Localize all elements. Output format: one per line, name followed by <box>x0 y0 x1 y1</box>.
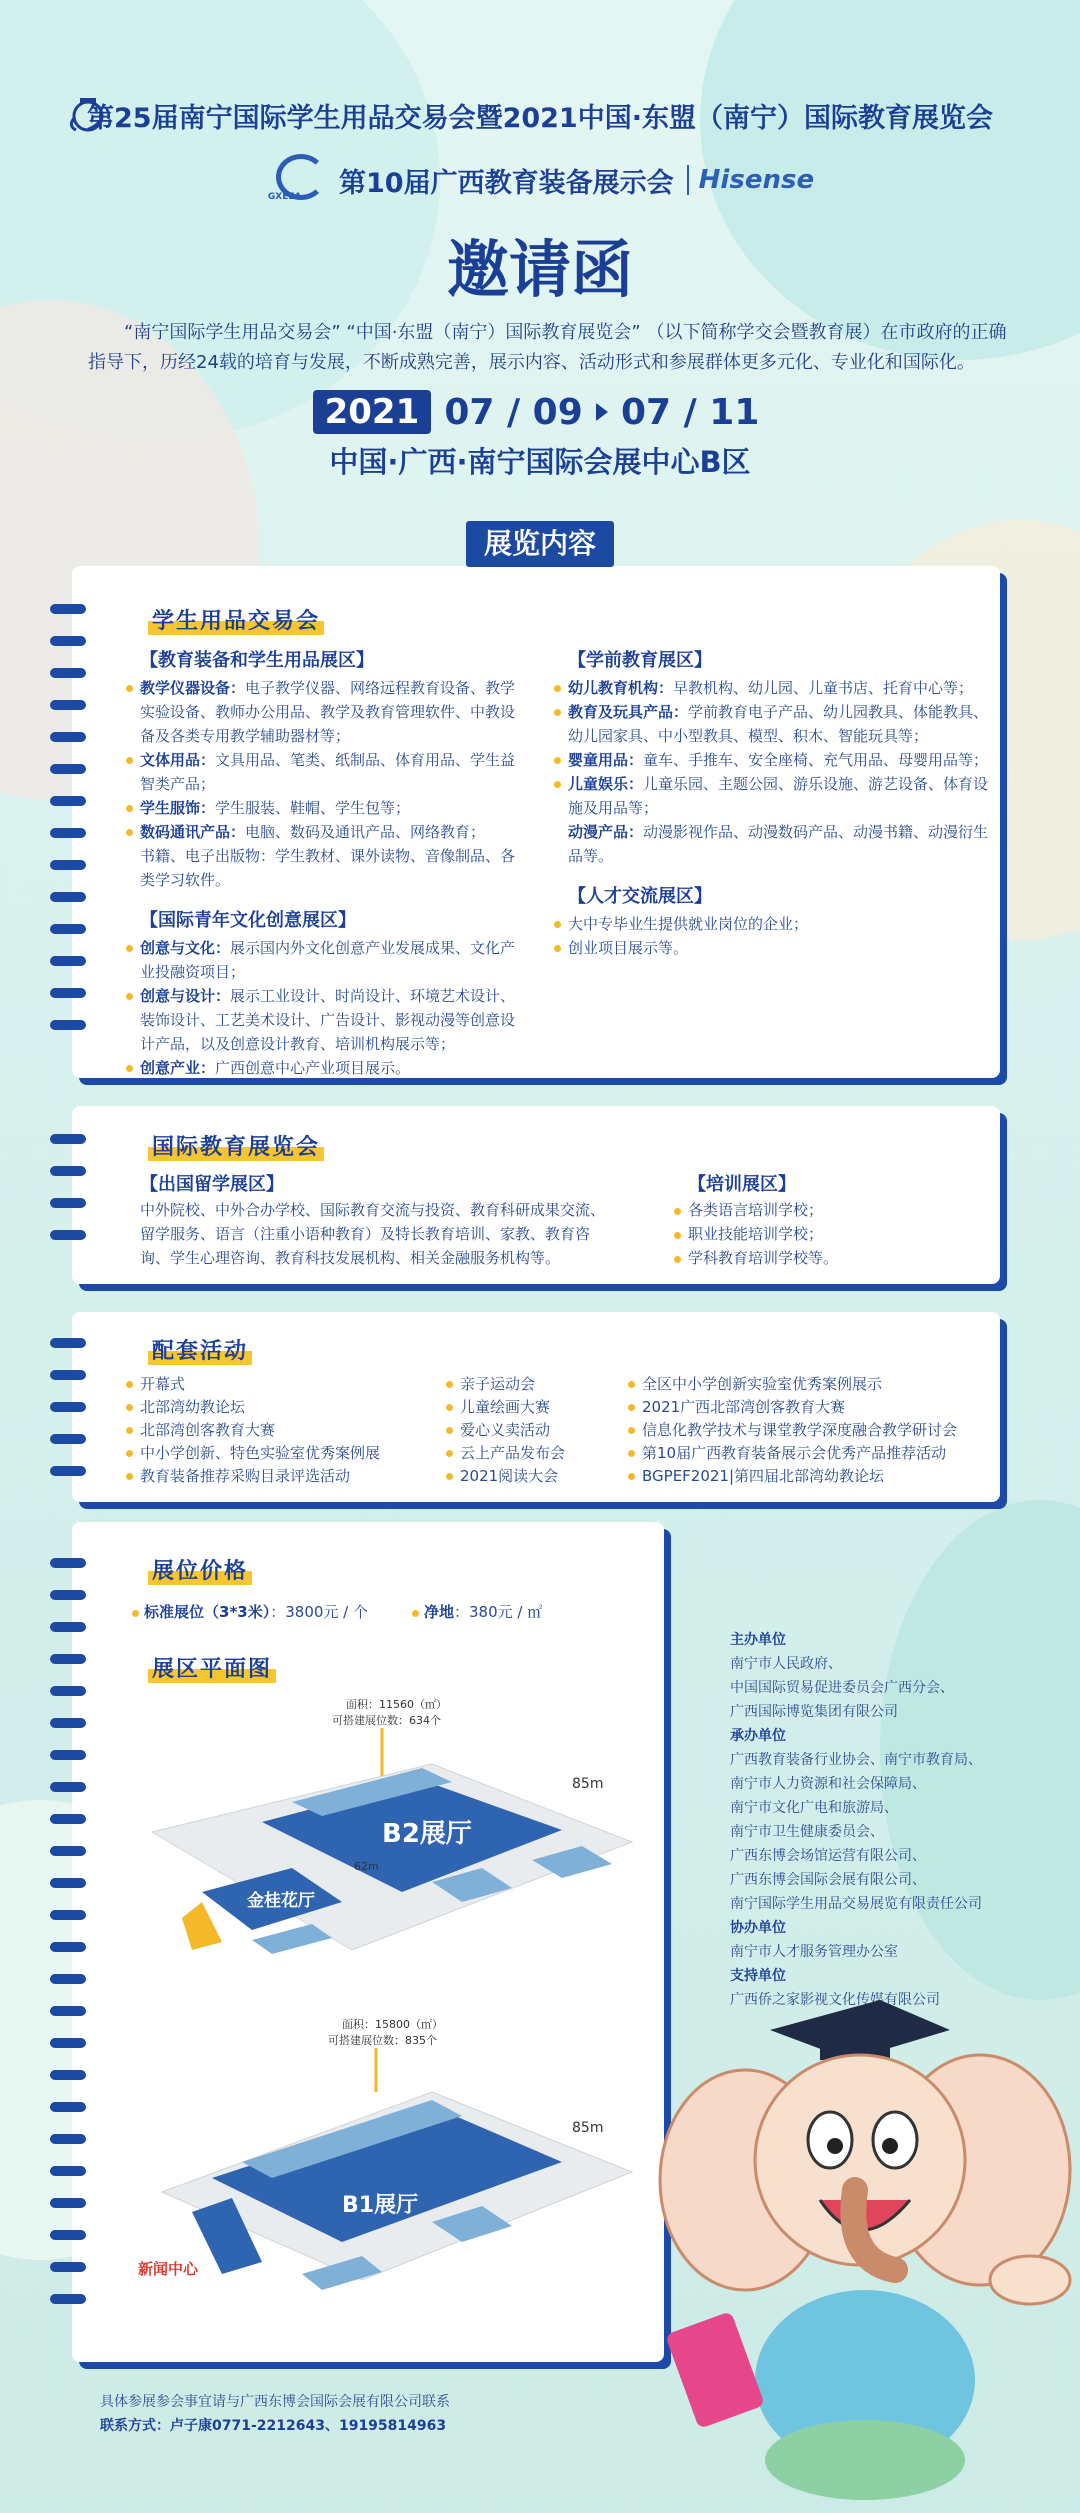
activities-title: 配套活动 <box>148 1334 252 1365</box>
zone-heading: 【教育装备和学生用品展区】 <box>140 650 374 671</box>
bullet-dot <box>126 1065 133 1072</box>
bullet-dot <box>446 1404 453 1411</box>
bullet-dot <box>446 1427 453 1434</box>
sponsor-list <box>730 1628 1040 2012</box>
zone-heading: 【学前教育展区】 <box>568 650 712 671</box>
bullet-dot <box>126 1450 133 1457</box>
exhibit-line: 实验设备、教师办公用品、教学及教育管理软件、中教设 <box>140 703 516 721</box>
standard-booth-label: 标准展位（3*3米） <box>144 1603 271 1621</box>
exhibit-line: 创意与设计：展示工业设计、时尚设计、环境艺术设计、 <box>140 987 516 1005</box>
binder-rings <box>50 1134 94 1262</box>
activity-item: BGPEF2021|第四届北部湾幼教论坛 <box>642 1467 885 1485</box>
b2-hall-label: B2展厅 <box>382 1819 472 1849</box>
sponsor-item: 广西国际博览集团有限公司 <box>730 1704 898 1720</box>
activity-item: 云上产品发布会 <box>460 1444 566 1462</box>
sponsor-heading: 支持单位 <box>730 1968 786 1984</box>
floorplan-title: 展区平面图 <box>148 1652 276 1683</box>
b2-gold-hall-label: 金桂花厅 <box>247 1891 315 1911</box>
study-abroad-line: 询、学生心理咨询、教育科技发展机构、相关金融服务机构等。 <box>140 1249 561 1267</box>
venue: 中国·广西·南宁国际会展中心B区 <box>329 445 751 479</box>
exhibit-line: 婴童用品：童车、手推车、安全座椅、充气用品、母婴用品等； <box>568 751 989 769</box>
bullet-dot <box>126 945 133 952</box>
exhibit-line: 大中专毕业生提供就业岗位的企业； <box>568 915 809 933</box>
activity-item: 亲子运动会 <box>460 1375 536 1393</box>
bullet-dot <box>446 1473 453 1480</box>
bullet-dot <box>674 1208 681 1215</box>
exhibit-line: 创意与文化：展示国内外文化创意产业发展成果、文化产 <box>140 939 516 957</box>
bullet-dot <box>126 1404 133 1411</box>
exhibit-label: 创意产业： <box>140 1059 216 1077</box>
floorplan-b2 <box>132 1692 652 1992</box>
exhibit-label: 创意与文化： <box>140 939 231 957</box>
sponsor-item: 广西东博会国际会展有限公司、 <box>730 1872 926 1888</box>
footer-line1: 具体参展参会事宜请与广西东博会国际会展有限公司联系 <box>100 2394 450 2410</box>
sponsor-item: 南宁市人力资源和社会保障局、 <box>730 1776 926 1792</box>
exhibit-line: 教学仪器设备：电子教学仪器、网络远程教育设备、教学 <box>140 679 516 697</box>
student-fair-card <box>72 566 1000 1078</box>
exhibit-label: 儿童娱乐： <box>568 775 644 793</box>
bullet-dot <box>554 945 561 952</box>
sponsor-item: 南宁市卫生健康委员会、 <box>730 1824 884 1840</box>
training-heading: 【培训展区】 <box>688 1174 796 1195</box>
sponsor-heading: 主办单位 <box>730 1632 786 1648</box>
exhibit-label: 动漫产品： <box>568 823 644 841</box>
bullet-dot <box>554 921 561 928</box>
intro-paragraph: “南宁国际学生用品交易会” “中国·东盟（南宁）国际教育展览会” （以下简称学交会暨教育展）在市政府的正确指导下，历经24载的培育与发展，不断成熟完善，展示内容、活动形式和参展群体更多元化、专业化和国际化。 <box>88 322 1007 373</box>
activity-item: 爱心义卖活动 <box>460 1421 551 1439</box>
bullet-dot <box>554 685 561 692</box>
news-center-label: 新闻中心 <box>138 2260 199 2278</box>
bullet-dot <box>412 1610 419 1617</box>
exhibit-label: 文体用品： <box>140 751 216 769</box>
gxeea-logo-text: GXEEA <box>267 192 302 202</box>
arrow-right-icon <box>596 403 608 421</box>
space-booth <box>424 1600 542 1624</box>
exhibit-line: 幼儿园家具、中小型教具、模型、积木、智能玩具等； <box>568 727 929 745</box>
booth-price-title: 展位价格 <box>148 1554 252 1585</box>
exhibit-line: 文体用品：文具用品、笔类、纸制品、体育用品、学生益 <box>140 751 516 769</box>
header-line2-row <box>0 152 1080 208</box>
bullet-dot <box>126 1381 133 1388</box>
activity-item: 中小学创新、特色实验室优秀案例展 <box>140 1444 381 1462</box>
page-title: 邀请函 <box>446 233 633 306</box>
exhibit-label: 教学仪器设备： <box>140 679 246 697</box>
exhibit-label: 幼儿教育机构： <box>568 679 674 697</box>
sponsor-item: 中国国际贸易促进委员会广西分会、 <box>730 1680 954 1696</box>
exhibit-line: 儿童娱乐：儿童乐园、主题公园、游乐设施、游艺设备、体育设 <box>568 775 989 793</box>
activity-item: 开幕式 <box>140 1375 186 1393</box>
bullet-dot <box>628 1381 635 1388</box>
bullet-dot <box>554 781 561 788</box>
exhibit-line: 创意产业：广西创意中心产业项目展示。 <box>140 1059 411 1077</box>
activity-item: 全区中小学创新实验室优秀案例展示 <box>642 1375 883 1393</box>
bullet-dot <box>628 1473 635 1480</box>
binder-rings <box>50 1558 94 2326</box>
study-abroad-heading: 【出国留学展区】 <box>140 1174 284 1195</box>
exhibit-line: 幼儿教育机构：早教机构、幼儿园、儿童书店、托育中心等； <box>568 679 974 697</box>
exhibit-label: 教育及玩具产品： <box>568 703 689 721</box>
activity-item: 北部湾创客教育大赛 <box>140 1421 276 1439</box>
sponsor-item: 广西侨之家影视文化传媒有限公司 <box>730 1992 940 2008</box>
section-title: 展览内容 <box>466 521 614 567</box>
exhibit-line: 施及用品等； <box>568 799 659 817</box>
study-abroad-line: 中外院校、中外合办学校、国际教育交流与投资、教育科研成果交流、 <box>140 1201 606 1219</box>
bullet-dot <box>446 1381 453 1388</box>
b2-area-text: 面积：11560（㎡） <box>346 1698 447 1711</box>
bullet-dot <box>674 1232 681 1239</box>
date-year: 2021 <box>313 390 432 434</box>
bullet-dot <box>446 1450 453 1457</box>
activity-item: 2021广西北部湾创客教育大赛 <box>642 1398 846 1416</box>
activity-item: 儿童绘画大赛 <box>460 1398 551 1416</box>
sponsor-heading: 承办单位 <box>730 1728 786 1744</box>
activity-item: 信息化教学技术与课堂教学深度融合教学研讨会 <box>642 1421 958 1439</box>
activity-item: 第10届广西教育装备展示会优秀产品推荐活动 <box>642 1444 947 1462</box>
sponsor-item: 广西教育装备行业协会、南宁市教育局、 <box>730 1752 982 1768</box>
student-fair-title: 学生用品交易会 <box>148 604 324 635</box>
footer-line2: 联系方式：卢子康0771-2212643、19195814963 <box>100 2418 447 2434</box>
exhibit-label: 数码通讯产品： <box>140 823 246 841</box>
binder-rings <box>50 604 94 1052</box>
date-end: 07 / 11 <box>620 391 760 433</box>
b2-booths-text: 可搭建展位数：634个 <box>332 1714 441 1727</box>
b1-hall-label: B1展厅 <box>342 2193 419 2218</box>
activity-item: 2021阅读大会 <box>460 1467 559 1485</box>
training-item: 职业技能培训学校； <box>688 1225 824 1243</box>
training-item: 各类语言培训学校； <box>688 1201 824 1219</box>
intl-fair-title: 国际教育展览会 <box>148 1130 324 1161</box>
bullet-dot <box>126 757 133 764</box>
bullet-dot <box>126 1427 133 1434</box>
bullet-dot <box>126 1473 133 1480</box>
gxeea-logo <box>266 152 328 208</box>
bullet-dot <box>628 1404 635 1411</box>
header-line2: 第10届广西教育装备展示会 <box>339 167 674 199</box>
bullet-dot <box>554 757 561 764</box>
sponsor-item: 南宁国际学生用品交易展览有限责任公司 <box>730 1896 982 1912</box>
space-booth-price: ：380元 / ㎡ <box>454 1603 543 1621</box>
sponsor-heading: 协办单位 <box>730 1920 786 1936</box>
booth-card <box>72 1522 664 2362</box>
bullet-dot <box>674 1256 681 1263</box>
date-start: 07 / 09 <box>444 391 583 433</box>
exhibit-label: 婴童用品： <box>568 751 644 769</box>
sponsor-item: 南宁市人民政府、 <box>730 1656 842 1672</box>
bullet-dot <box>126 993 133 1000</box>
b2-dimension2: 62m <box>354 1860 379 1873</box>
exhibit-label: 创意与设计： <box>140 987 231 1005</box>
standard-booth <box>144 1600 368 1624</box>
space-booth-label: 净地 <box>424 1603 455 1621</box>
exhibit-line: 数码通讯产品：电脑、数码及通讯产品、网络教育； <box>140 823 486 841</box>
zone-heading: 【国际青年文化创意展区】 <box>140 910 356 931</box>
exhibit-line: 创业项目展示等。 <box>568 939 689 957</box>
elephant-mascot-icon <box>650 1990 1080 2510</box>
bullet-dot <box>132 1610 139 1617</box>
exhibit-line: 业投融资项目； <box>140 963 246 981</box>
bullet-dot <box>126 829 133 836</box>
exhibit-line: 计产品，以及创意设计教育、培训机构展示等； <box>140 1035 456 1053</box>
activity-item: 教育装备推荐采购目录评选活动 <box>140 1467 351 1485</box>
header-line1: 第25届南宁国际学生用品交易会暨2021中国·东盟（南宁）国际教育展览会 <box>87 103 993 134</box>
exhibit-line: 类学习软件。 <box>140 871 231 889</box>
exhibit-line: 智类产品； <box>140 775 216 793</box>
exhibit-line: 书籍、电子出版物：学生教材、课外读物、音像制品、各 <box>140 847 516 865</box>
b1-area-text: 面积：15800（㎡） <box>342 2018 443 2031</box>
binder-rings <box>50 1338 94 1498</box>
b2-dimension: 85m <box>572 1776 604 1792</box>
exhibit-line: 备及各类专用教学辅助器材等； <box>140 727 351 745</box>
sponsor-item: 广西东博会场馆运营有限公司、 <box>730 1848 926 1864</box>
footer-contact <box>100 2390 450 2438</box>
standard-booth-price: ：3800元 / 个 <box>270 1603 368 1621</box>
sponsor-item: 南宁市文化广电和旅游局、 <box>730 1800 898 1816</box>
training-item: 学科教育培训学校等。 <box>688 1249 839 1267</box>
exhibit-label: 学生服饰： <box>140 799 216 817</box>
exhibit-line: 教育及玩具产品：学前教育电子产品、幼儿园教具、体能教具、 <box>568 703 989 721</box>
hisense-logo: Hisense <box>687 165 814 195</box>
exhibit-line: 装饰设计、工艺美术设计、广告设计、影视动漫等创意设 <box>140 1011 516 1029</box>
bullet-dot <box>126 685 133 692</box>
activity-item: 北部湾幼教论坛 <box>140 1398 246 1416</box>
b1-booths-text: 可搭建展位数：835个 <box>328 2034 437 2047</box>
sponsor-item: 南宁市人才服务管理办公室 <box>730 1944 898 1960</box>
floorplan-b1 <box>132 2012 652 2322</box>
bullet-dot <box>554 709 561 716</box>
zone-heading: 【人才交流展区】 <box>568 886 712 907</box>
activities-card <box>72 1312 1000 1502</box>
bullet-dot <box>628 1450 635 1457</box>
date-line <box>0 390 1080 434</box>
bullet-dot <box>628 1427 635 1434</box>
study-abroad-line: 留学服务、语言（注重小语种教育）及特长教育培训、家教、教育咨 <box>140 1225 591 1243</box>
b1-dimension: 85m <box>572 2120 604 2136</box>
exhibit-line: 动漫产品：动漫影视作品、动漫数码产品、动漫书籍、动漫衍生 <box>568 823 989 841</box>
intl-fair-card <box>72 1106 1000 1284</box>
exhibit-line: 学生服饰：学生服装、鞋帽、学生包等； <box>140 799 411 817</box>
exhibit-line: 品等。 <box>568 847 614 865</box>
bullet-dot <box>126 805 133 812</box>
